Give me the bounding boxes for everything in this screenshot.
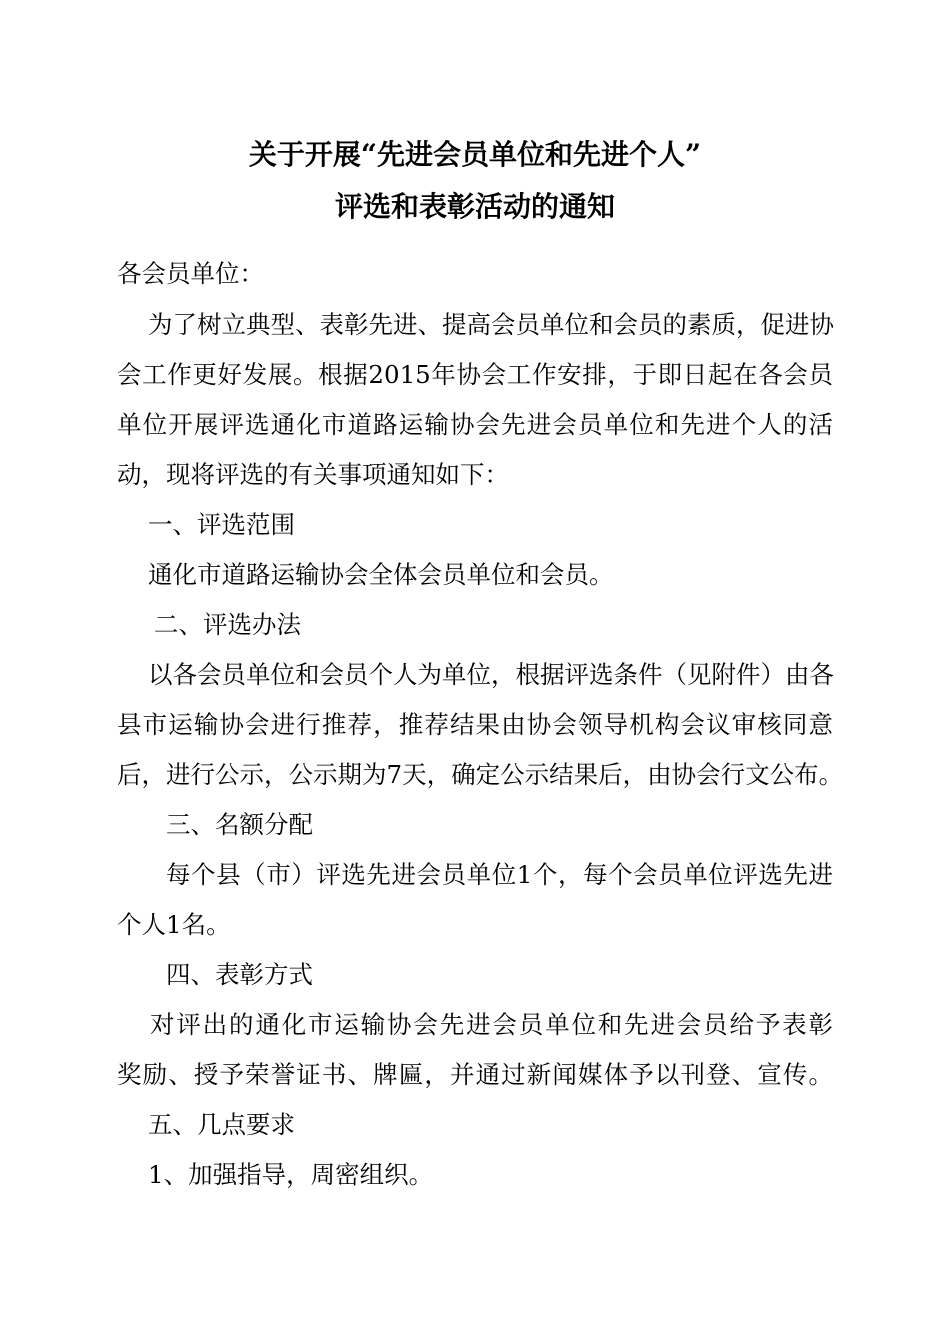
paragraph-line: 单位开展评选通化市道路运输协会先进会员单位和先进个人的活 [117,410,833,439]
document-title-line-1: 关于开展“先进会员单位和先进个人” [248,138,702,171]
section-heading: 一、评选范围 [148,510,295,539]
paragraph-line: 动，现将评选的有关事项通知如下： [117,460,509,489]
paragraph-line: 为了树立典型、表彰先进、提高会员单位和会员的素质，促进协 [148,310,834,339]
paragraph-line: 奖励、授予荣誉证书、牌匾，并通过新闻媒体予以刊登、宣传。 [117,1060,833,1089]
paragraph-line: 通化市道路运输协会全体会员单位和会员。 [148,560,614,589]
section-heading: 三、名额分配 [166,810,313,839]
paragraph-line: 会工作更好发展。根据2015年协会工作安排，于即日起在各会员 [117,360,833,389]
section-heading: 五、几点要求 [148,1110,295,1139]
section-heading: 二、评选办法 [154,610,301,639]
paragraph-line: 县市运输协会进行推荐，推荐结果由协会领导机构会议审核同意 [117,710,833,739]
paragraph-line: 1、加强指导，周密组织。 [148,1160,434,1189]
salutation: 各会员单位： [117,259,264,288]
paragraph-line: 每个县（市）评选先进会员单位1个，每个会员单位评选先进 [166,860,833,889]
paragraph-line: 对评出的通化市运输协会先进会员单位和先进会员给予表彰 [150,1010,833,1039]
paragraph-line: 后，进行公示，公示期为7天，确定公示结果后，由协会行文公布。 [117,760,844,789]
paragraph-line: 以各会员单位和会员个人为单位，根据评选条件（见附件）由各 [148,660,834,689]
document-title-line-2: 评选和表彰活动的通知 [334,190,615,223]
paragraph-line: 个人1名。 [117,910,231,939]
section-heading: 四、表彰方式 [166,960,313,989]
